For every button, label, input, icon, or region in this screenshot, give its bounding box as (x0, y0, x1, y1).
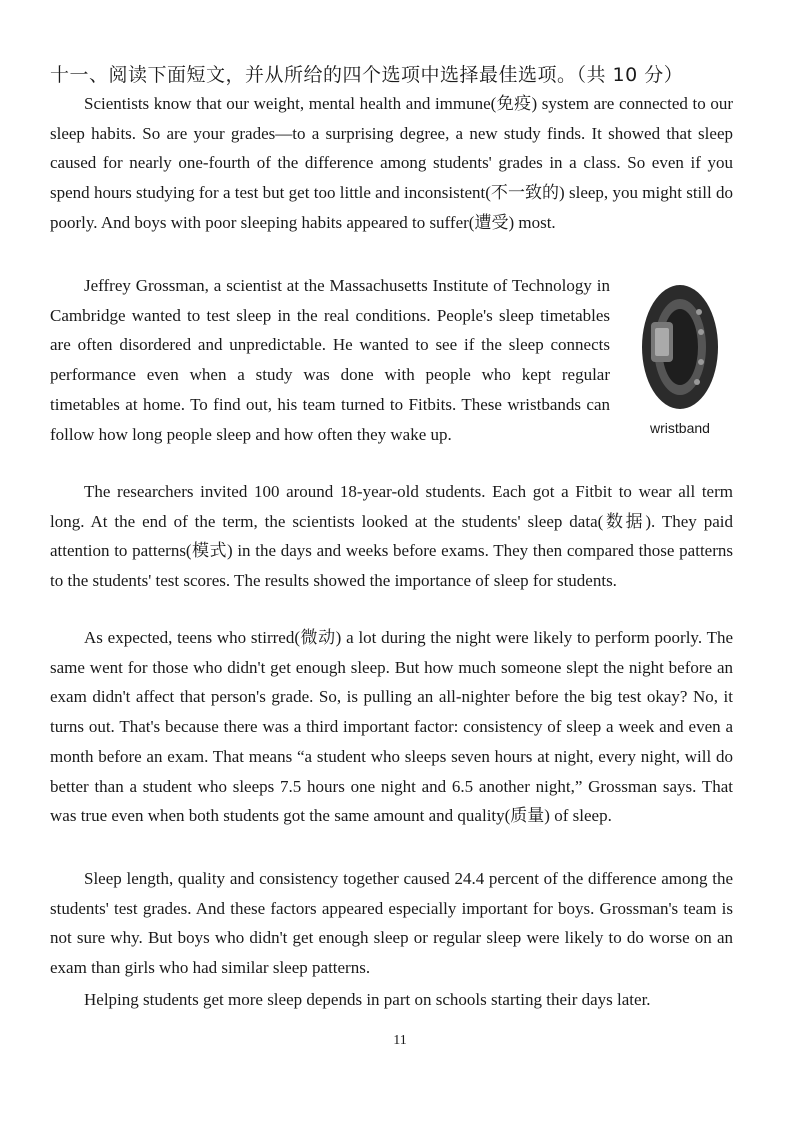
page-number: 11 (393, 1033, 407, 1048)
paragraph-4 (50, 623, 733, 831)
figure-caption: wristband (650, 420, 710, 436)
paragraph-1 (50, 89, 733, 238)
wristband-figure (630, 282, 730, 436)
paragraph-text: Jeffrey Grossman, a scientist at the Massachusetts Institute of Technology in Cambridge wanted to test sleep in the real conditions. People's sleep timetables are often disordered and unpredictable. He wanted to see if the sleep connects performance even when a study was done with people who kept regular timetables at home. To find out, his team turned to Fitbits. These wristbands can follow how long people sleep and how often they wake up. (50, 276, 610, 444)
paragraph-text: Sleep length, quality and consistency together caused 24.4 percent of the difference among the students' test grades. And these factors appeared especially important for boys. Grossman's team is not sure why. But boys who didn't get enough sleep or regular sleep were likely to do worse on an exam than girls who had similar sleep patterns. (50, 869, 733, 978)
paragraph-text: The researchers invited 100 around 18-year-old students. Each got a Fitbit to wear all term long. At the end of the term, the scientists looked at the students' sleep data(数据). They paid attention to patterns(模式) in the days and weeks before exams. They then compared those patterns to the students' test scores. The results showed the importance of sleep for students. (50, 482, 733, 591)
paragraph-text: Helping students get more sleep depends in part on schools starting their days later. (84, 990, 651, 1009)
wristband-icon (639, 282, 721, 412)
section-title: 十一、阅读下面短文，并从所给的四个选项中选择最佳选项。（共 10 分） (50, 64, 684, 86)
paragraph-6 (50, 985, 733, 1015)
paragraph-5 (50, 864, 733, 983)
paragraph-2 (50, 271, 610, 449)
paragraph-text: Scientists know that our weight, mental health and immune(免疫) system are connected to our sleep habits. So are your grades—to a surprising degree, a new study finds. It showed that sleep caused for nearly one-fourth of the difference among students' grades in a class. So even if you spend hours studying for a test but get too little and inconsistent(不一致的) sleep, you might still do poorly. And boys with poor sleeping habits appeared to suffer(遭受) most. (50, 94, 733, 232)
paragraph-3 (50, 477, 733, 596)
paragraph-text: As expected, teens who stirred(微动) a lot during the night were likely to perform poorly. The same went for those who didn't get enough sleep. But how much someone slept the night before an exam didn't affect that person's grade. So, is pulling an all-nighter before the big test okay? No, it turns out. That's because there was a third important factor: consistency of sleep a week and even a month before an exam. That means “a student who sleeps seven hours at night, every night, will do better than a student who sleeps 7.5 hours one night and 6.5 another night,” Grossman says. That was true even when both students got the same amount and quality(质量) of sleep. (50, 628, 733, 826)
